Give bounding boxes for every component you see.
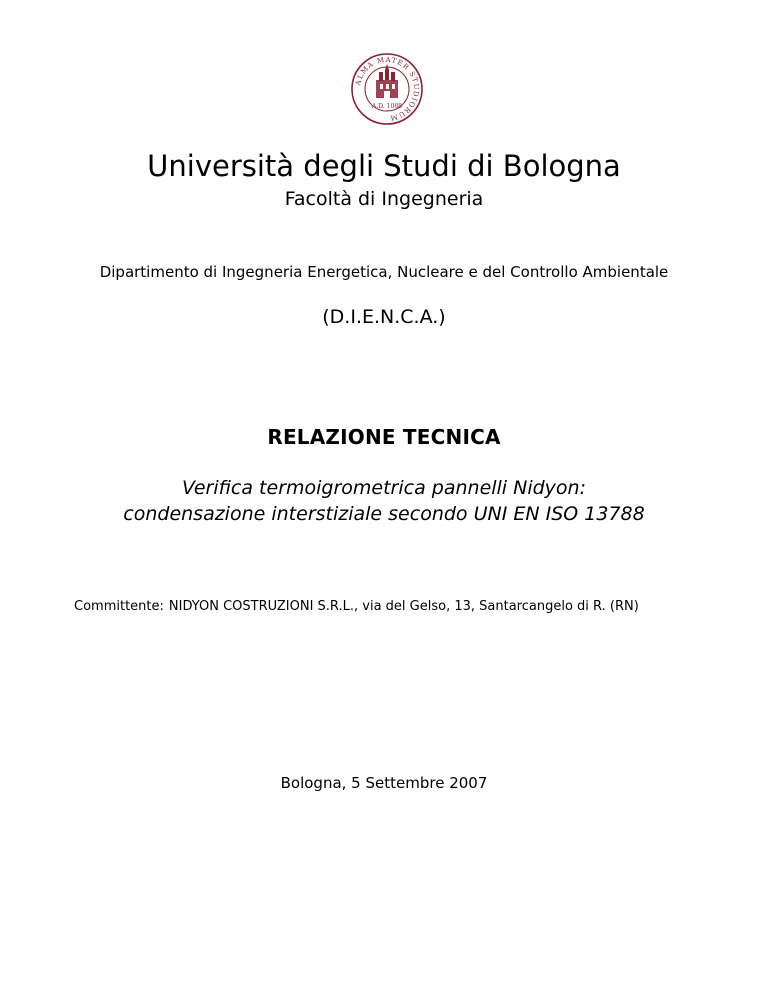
department-acronym: (D.I.E.N.C.A.) bbox=[322, 306, 446, 328]
place-date: Bologna, 5 Settembre 2007 bbox=[280, 774, 488, 792]
university-seal bbox=[350, 52, 424, 126]
client-block bbox=[74, 598, 694, 616]
seal-ring-text: ALMA MATER STUDIORUM bbox=[354, 55, 421, 123]
faculty-name: Facoltà di Ingegneria bbox=[284, 188, 484, 210]
department-name: Dipartimento di Ingegneria Energetica, Nucleare e del Controllo Ambientale bbox=[99, 263, 669, 281]
university-name: Università degli Studi di Bologna bbox=[147, 149, 621, 183]
seal-emblem-icon bbox=[350, 52, 424, 126]
report-subtitle-line2: condensazione interstiziale secondo UNI EN ISO 13788 bbox=[123, 503, 645, 525]
client-value: NIDYON COSTRUZIONI S.R.L., via del Gelso, 13, Santarcangelo di R. (RN) bbox=[168, 599, 639, 614]
report-title: RELAZIONE TECNICA bbox=[267, 425, 501, 449]
report-subtitle-line1: Verifica termoigrometrica pannelli Nidyon: bbox=[181, 477, 586, 499]
client-label: Committente: bbox=[74, 599, 164, 614]
seal-year-text: A.D. 1088 bbox=[372, 103, 402, 110]
report-subtitle bbox=[0, 475, 768, 527]
